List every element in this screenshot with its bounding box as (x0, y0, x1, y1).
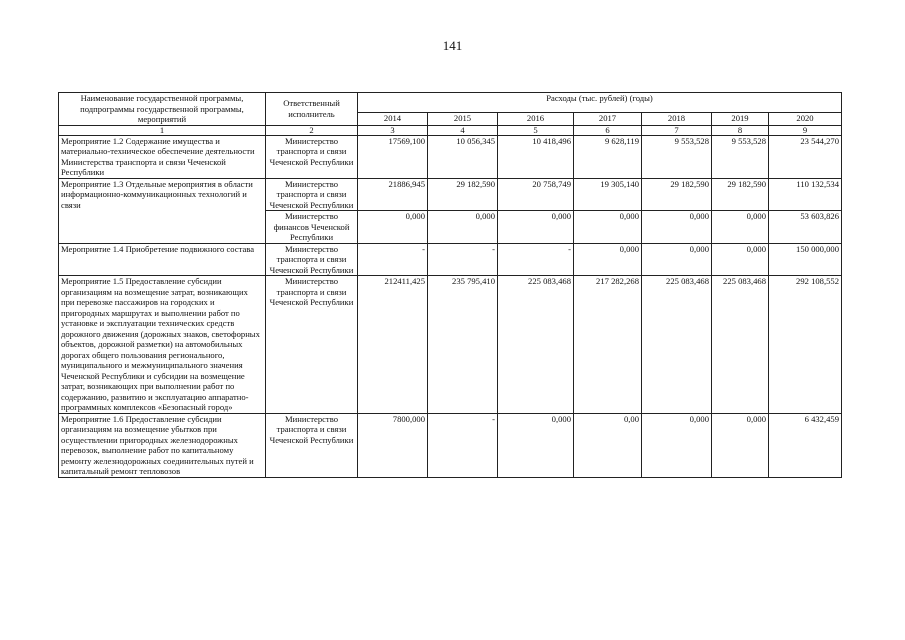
expense-value: 23 544,270 (769, 135, 842, 178)
column-number: 6 (574, 125, 642, 135)
column-number: 1 (59, 125, 266, 135)
expense-value: 0,000 (574, 243, 642, 276)
expense-value: 0,000 (712, 211, 769, 244)
expense-value: 225 083,468 (498, 276, 574, 414)
expense-value: 29 182,590 (428, 178, 498, 211)
expense-value: 10 056,345 (428, 135, 498, 178)
expense-value: 0,000 (574, 211, 642, 244)
header-year: 2016 (498, 112, 574, 125)
expense-value: 21886,945 (358, 178, 428, 211)
expense-value: - (428, 243, 498, 276)
header-name-column: Наименование государственной программы, подпрограммы государственной программы, мероприятий (59, 93, 266, 126)
expense-value: 53 603,826 (769, 211, 842, 244)
expense-value: 9 553,528 (642, 135, 712, 178)
header-year: 2018 (642, 112, 712, 125)
expense-value: 10 418,496 (498, 135, 574, 178)
expense-value: 19 305,140 (574, 178, 642, 211)
expense-value: 292 108,552 (769, 276, 842, 414)
responsible-executor: Министерство финансов Чеченской Республики (266, 211, 358, 244)
header-year: 2014 (358, 112, 428, 125)
table-row (59, 178, 842, 211)
expense-value: 0,000 (712, 413, 769, 477)
header-year: 2015 (428, 112, 498, 125)
header-year: 2017 (574, 112, 642, 125)
expense-value: 0,000 (642, 243, 712, 276)
expense-value: 9 628,119 (574, 135, 642, 178)
measure-name: Мероприятие 1.2 Содержание имущества и материально-техническое обеспечение деятельности Министерства транспорта и связи Чеченской Республики (59, 135, 266, 178)
expense-value: 235 795,410 (428, 276, 498, 414)
header-year: 2019 (712, 112, 769, 125)
column-number: 9 (769, 125, 842, 135)
expense-value: 0,000 (358, 211, 428, 244)
column-number: 4 (428, 125, 498, 135)
expense-value: 6 432,459 (769, 413, 842, 477)
expense-value: 7800,000 (358, 413, 428, 477)
budget-table (58, 92, 842, 478)
header-year: 2020 (769, 112, 842, 125)
page-number: 141 (442, 38, 463, 53)
responsible-executor: Министерство транспорта и связи Чеченской Республики (266, 243, 358, 276)
expense-value: 0,000 (642, 211, 712, 244)
measure-name: Мероприятие 1.3 Отдельные мероприятия в области информационно-коммуникационных технологий и связи (59, 178, 266, 243)
header-executor-column: Ответственный исполнитель (266, 93, 358, 126)
column-number: 2 (266, 125, 358, 135)
responsible-executor: Министерство транспорта и связи Чеченской Республики (266, 135, 358, 178)
expense-value: 225 083,468 (712, 276, 769, 414)
expense-value: 212411,425 (358, 276, 428, 414)
measure-name: Мероприятие 1.5 Предоставление субсидии организациям на возмещение затрат, возникающих при перевозке пассажиров на городских и пригородных маршрутах и выполнении работ по установке и эксплуатации технических средств дорожного движения (дорожных знаков, светофорных объектов, дорожной разметки) на автомобильных дорогах общего пользования регионального, муниципального и межмуниципального значения Чеченской Республики и субсидии на возмещение затрат, возникающих при выполнении работ по содержанию, развитию и эксплуатацию аппаратно-программных комплексов «Безопасный город» (59, 276, 266, 414)
expense-value: 29 182,590 (712, 178, 769, 211)
column-number: 7 (642, 125, 712, 135)
responsible-executor: Министерство транспорта и связи Чеченской Республики (266, 413, 358, 477)
column-number: 3 (358, 125, 428, 135)
expense-value: 9 553,528 (712, 135, 769, 178)
responsible-executor: Министерство транспорта и связи Чеченской Республики (266, 178, 358, 211)
measure-name: Мероприятие 1.6 Предоставление субсидии организациям на возмещение убытков при осуществлении пригородных железнодорожных перевозок, выполнение работ по капитальному ремонту железнодорожных соединительных путей и капитальный ремонт тепловозов (59, 413, 266, 477)
table-row (59, 413, 842, 477)
expense-value: 217 282,268 (574, 276, 642, 414)
column-number: 5 (498, 125, 574, 135)
expense-value: 0,000 (498, 413, 574, 477)
expense-value: 150 000,000 (769, 243, 842, 276)
expense-value: - (428, 413, 498, 477)
expense-value: - (498, 243, 574, 276)
expense-value: 0,000 (642, 413, 712, 477)
column-number: 8 (712, 125, 769, 135)
expense-value: 0,000 (712, 243, 769, 276)
expense-value: 0,000 (428, 211, 498, 244)
expense-value: 225 083,468 (642, 276, 712, 414)
expense-value: 17569,100 (358, 135, 428, 178)
expense-value: 29 182,590 (642, 178, 712, 211)
table-row (59, 135, 842, 178)
expense-value: 0,000 (498, 211, 574, 244)
expense-value: - (358, 243, 428, 276)
header-expenses-group: Расходы (тыс. рублей) (годы) (358, 93, 842, 113)
expense-value: 20 758,749 (498, 178, 574, 211)
column-number-row (59, 125, 842, 135)
expense-value: 0,00 (574, 413, 642, 477)
expense-value: 110 132,534 (769, 178, 842, 211)
responsible-executor: Министерство транспорта и связи Чеченской Республики (266, 276, 358, 414)
measure-name: Мероприятие 1.4 Приобретение подвижного состава (59, 243, 266, 276)
table-row (59, 243, 842, 276)
table-row (59, 276, 842, 414)
